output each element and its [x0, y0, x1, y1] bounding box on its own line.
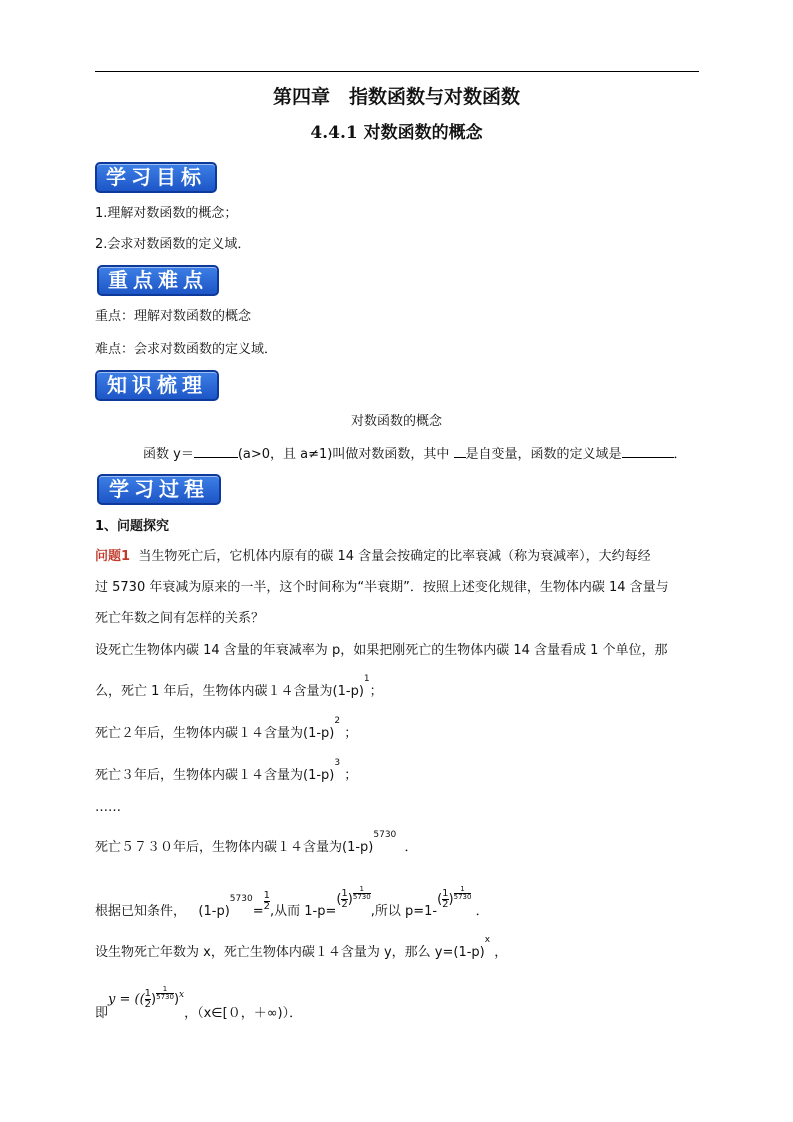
- half-num-3: 1: [442, 888, 449, 899]
- half-frac-2: [341, 889, 347, 910]
- function-def-end: ，: [494, 945, 508, 960]
- def-part-c: 是自变量，函数的定义域是: [465, 447, 622, 462]
- condition-text-c: ,所以 p=1-: [370, 904, 438, 919]
- blank-function: [194, 445, 238, 458]
- function-def-expr: (1-p): [453, 945, 485, 960]
- focus-text: 重点：理解对数函数的概念: [95, 309, 252, 324]
- para-assumption: 设死亡生物体内碳 14 含量的年衰减率为 p，如果把刚死亡的生物体内碳 14 含量看成 1 个单位，那: [95, 643, 668, 658]
- question-text-1: 当生物死亡后，它机体内原有的碳 14 含量会按确定的比率衰减（称为衰减率），大约每经: [138, 549, 651, 564]
- para-year-3: [95, 758, 358, 785]
- pow-den-1: 5730: [352, 893, 371, 901]
- pow-frac-1: [353, 886, 371, 901]
- function-def-text: 设生物死亡年数为 x，死亡生物体内碳１４含量为 y，那么 y=: [95, 945, 454, 960]
- exp-year-5730: 5730: [373, 830, 397, 840]
- half-den-2: 2: [341, 899, 348, 910]
- expr-year-3: (1-p): [303, 768, 335, 783]
- def-part-a: 函数 y＝: [143, 447, 194, 462]
- function-def-exp: x: [484, 935, 491, 945]
- formula-pow-num: 1: [156, 986, 174, 994]
- condition-end: ．: [475, 904, 489, 919]
- badge-learning-goals: 学习目标: [95, 162, 217, 193]
- expr-year-2: (1-p): [303, 726, 335, 741]
- half-power-2: ( $\frac{1}{2}$ ) $\frac{1}{5730}$: [437, 885, 472, 910]
- badge-knowledge: 知识梳理: [95, 370, 219, 401]
- end-year-1: ；: [369, 684, 383, 699]
- half-fraction: [264, 891, 270, 912]
- question-label: 问题1: [95, 549, 131, 564]
- formula-half-den: 2: [144, 999, 152, 1010]
- exp-year-1: 1: [363, 674, 370, 684]
- para-year-1-text: 么，死亡 1 年后，生物体内碳１４含量为: [95, 684, 333, 699]
- formula-x: x: [179, 990, 185, 1000]
- ellipsis: ……: [95, 800, 121, 815]
- half-num: 1: [263, 890, 270, 901]
- expr-year-1: (1-p): [332, 684, 364, 699]
- pow-num-2: 1: [454, 886, 472, 894]
- def-part-b: (a>0，且 a≠1)叫做对数函数，其中: [237, 447, 450, 462]
- half-power-1: ( $\frac{1}{2}$ ) $\frac{1}{5730}$: [336, 885, 371, 910]
- exp-year-2: 2: [334, 716, 341, 726]
- para-year-3-text: 死亡３年后，生物体内碳１４含量为: [95, 768, 304, 783]
- para-function-def: [95, 935, 508, 962]
- para-year-1: [95, 674, 383, 701]
- conclusion-domain: ，（x∈[０，＋∞)）．: [184, 1006, 303, 1021]
- formula-pow-den: 5730: [156, 993, 174, 1001]
- pow-den-2: 5730: [453, 893, 472, 901]
- chapter-title: 第四章 指数函数与对数函数: [272, 86, 520, 108]
- para-conclusion: [95, 985, 303, 1024]
- end-year-2: ；: [344, 726, 358, 741]
- blank-variable: [454, 445, 466, 458]
- section-title: 4.4.1 对数函数的概念: [310, 123, 483, 143]
- condition-text-b: ,从而 1-p=: [269, 904, 337, 919]
- badge-learning-process: 学习过程: [97, 474, 221, 505]
- conclusion-formula: y = (( $\frac{1}{2}$ ) $\frac{1}{5730}$ )$^x$: [108, 985, 185, 1010]
- def-end: ．: [673, 447, 687, 462]
- half-den: 2: [263, 901, 270, 912]
- goal-item-1: 1.理解对数函数的概念；: [95, 206, 238, 221]
- exp-year-3: 3: [334, 758, 341, 768]
- condition-expr: (1-p): [198, 904, 230, 919]
- question-1-line-2: 过 5730 年衰减为原来的一半，这个时间称为“半衰期”．按照上述变化规律，生物体内碳 14 含量与: [95, 580, 669, 595]
- goal-item-2: 2.会求对数函数的定义域．: [95, 237, 251, 252]
- para-condition: [95, 885, 489, 922]
- para-year-2: [95, 716, 358, 743]
- half-num-2: 1: [341, 888, 348, 899]
- pow-frac-2: [454, 886, 472, 901]
- question-1-line-1: [95, 549, 651, 565]
- para-year-5730: [95, 830, 418, 857]
- half-den-3: 2: [442, 899, 449, 910]
- para-year-5730-text: 死亡５７３０年后，生物体内碳１４含量为: [95, 840, 343, 855]
- condition-exp: 5730: [229, 894, 253, 904]
- half-frac-3: [442, 889, 448, 910]
- para-year-2-text: 死亡２年后，生物体内碳１４含量为: [95, 726, 304, 741]
- conclusion-prefix: 即: [95, 1006, 109, 1021]
- formula-pow: [156, 986, 174, 1001]
- end-year-3: ；: [344, 768, 358, 783]
- condition-equals: =: [252, 904, 264, 919]
- end-year-5730: ．: [404, 840, 418, 855]
- formula-half: [145, 989, 151, 1010]
- formula-half-num: 1: [144, 988, 152, 999]
- badge-key-points: 重点难点: [97, 265, 219, 296]
- knowledge-subtitle: 对数函数的概念: [350, 414, 442, 429]
- formula-y: y = ((: [108, 992, 145, 1007]
- expr-year-5730: (1-p): [342, 840, 374, 855]
- knowledge-definition: [143, 445, 687, 463]
- header-rule: [95, 71, 699, 72]
- blank-domain: [622, 445, 674, 458]
- question-1-line-3: 死亡年数之间有怎样的关系？: [95, 611, 265, 626]
- condition-text: 根据已知条件，: [95, 904, 187, 919]
- difficulty-text: 难点：会求对数函数的定义域．: [95, 342, 278, 357]
- pow-num-1: 1: [353, 886, 371, 894]
- process-heading: 1、问题探究: [95, 519, 170, 534]
